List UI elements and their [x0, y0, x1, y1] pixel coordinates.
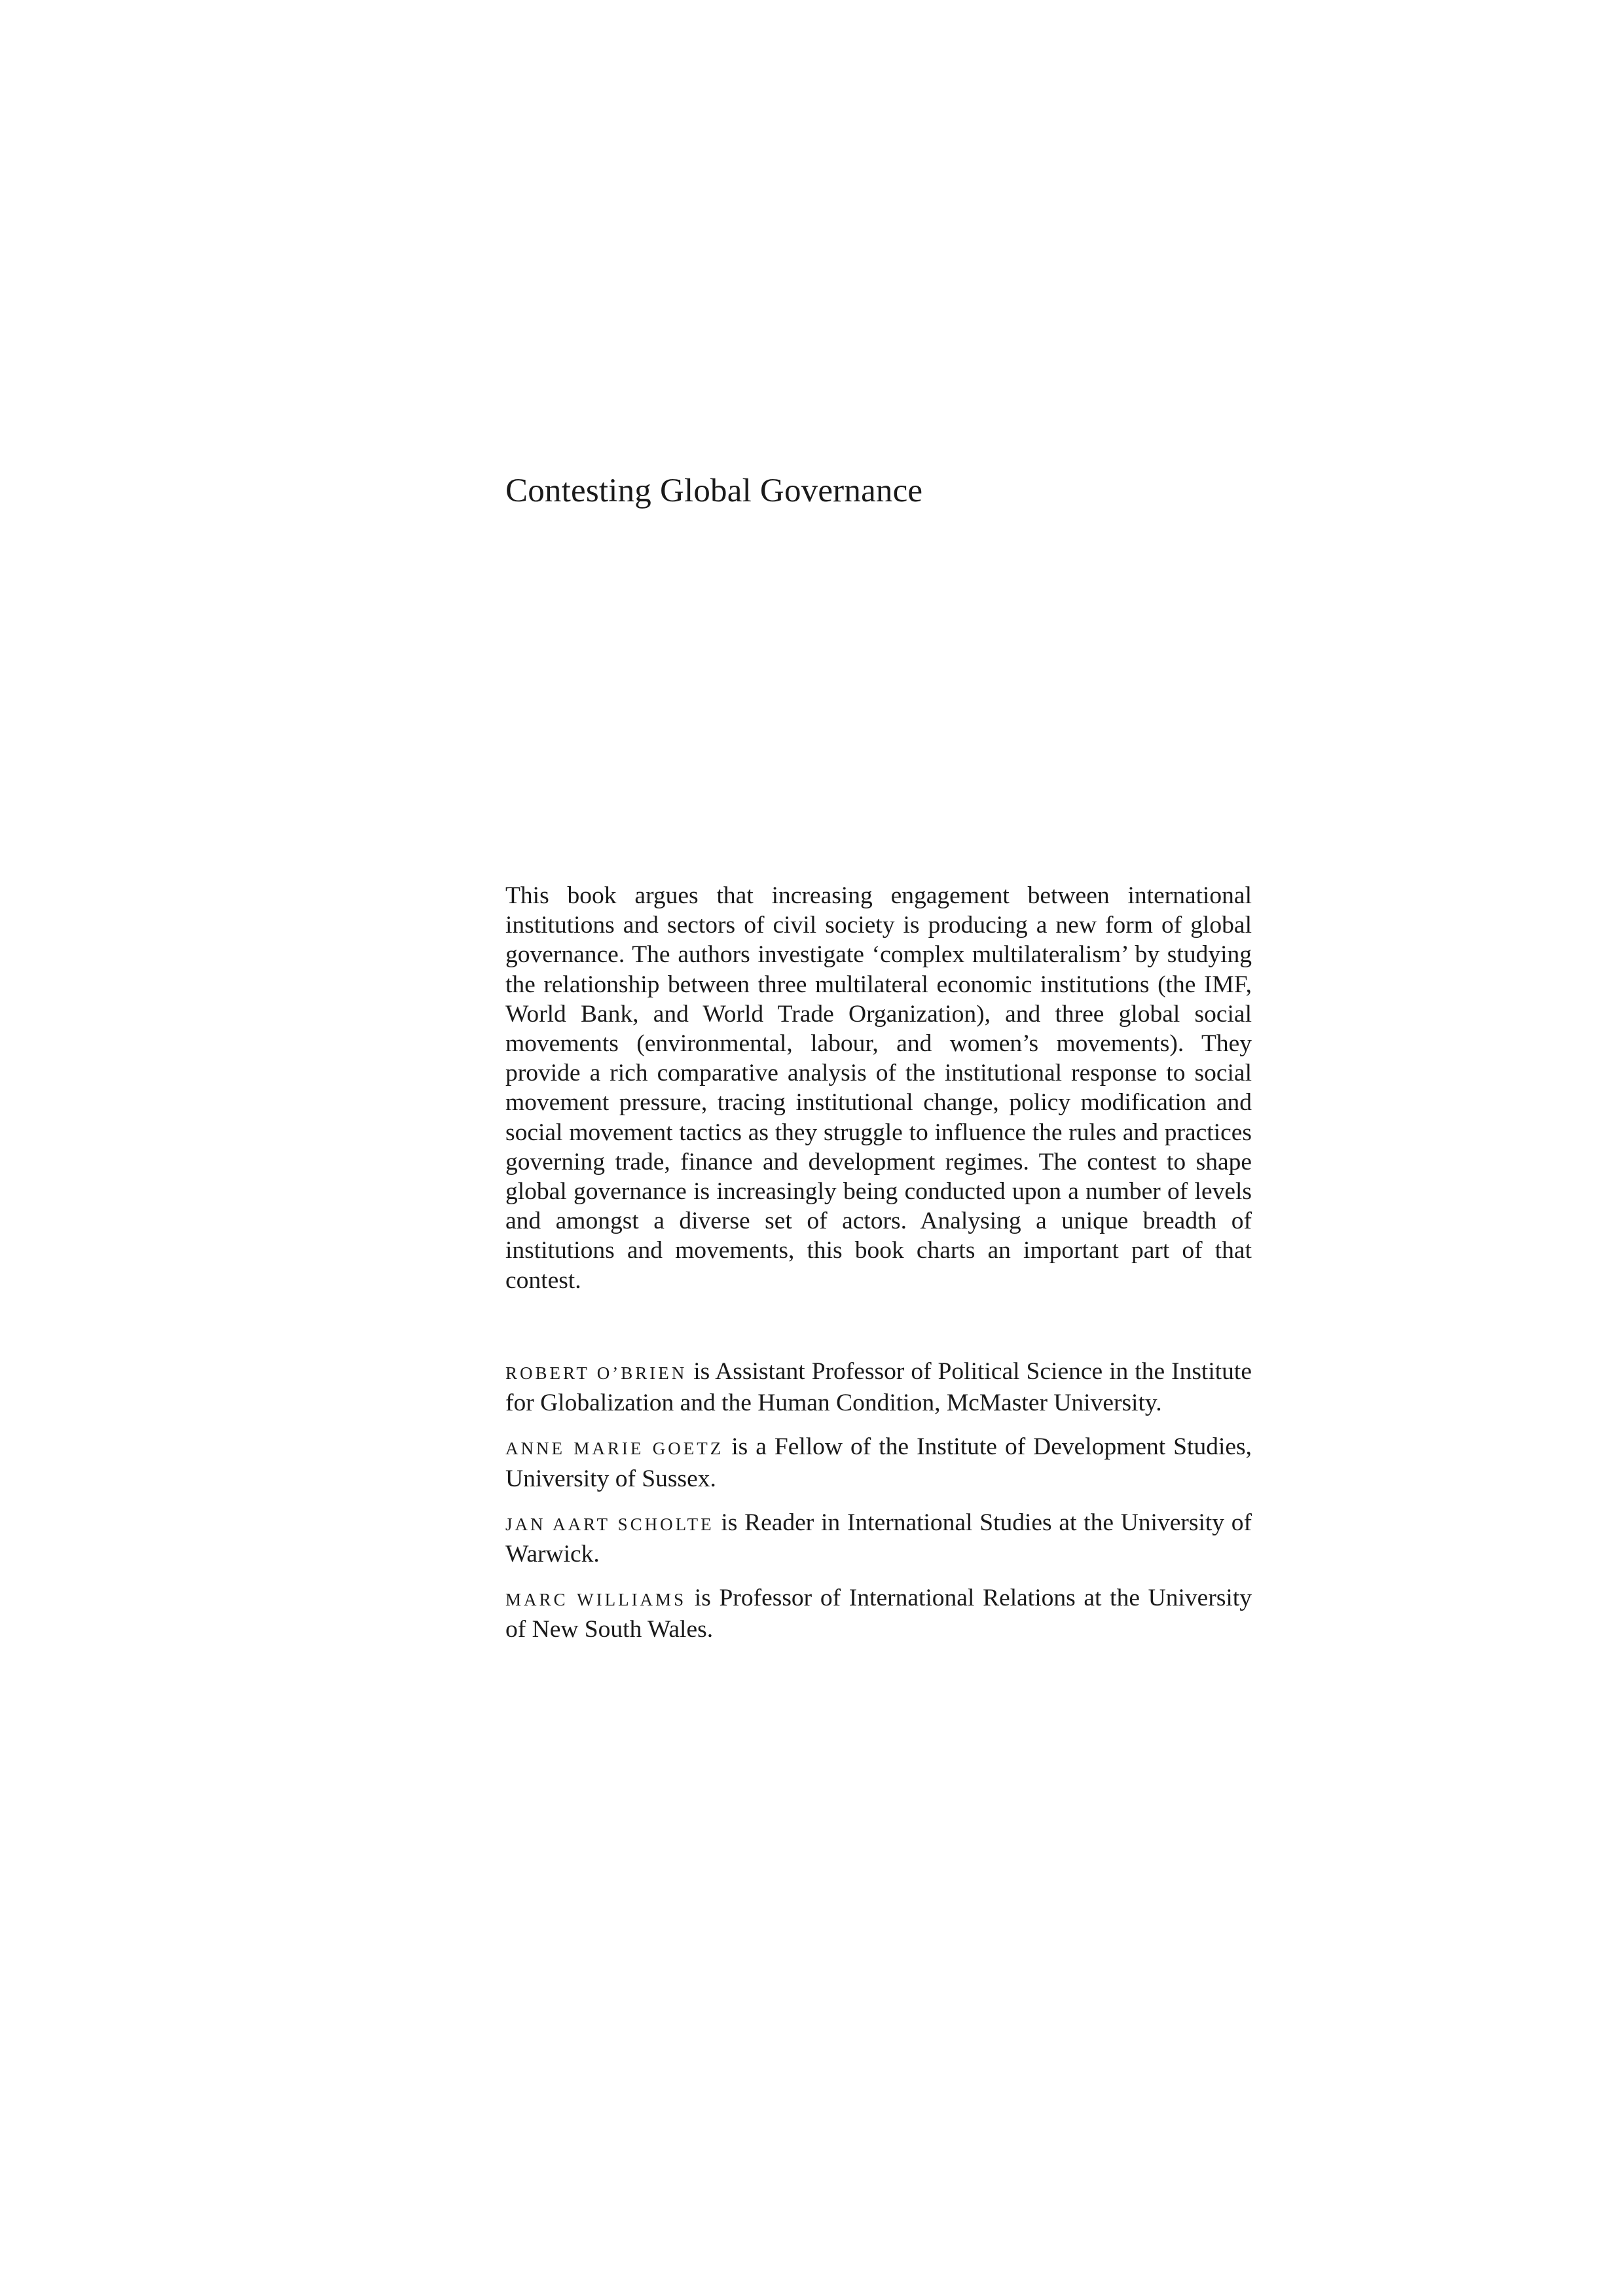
author-name: ROBERT O’BRIEN [505, 1363, 687, 1383]
author-bio-williams [505, 1583, 1252, 1644]
author-name: MARC WILLIAMS [505, 1590, 687, 1610]
author-bio-text: is Assistant Professor of Political Science in the Institute for Globalization and the Human Condition, McMaster University. [505, 1358, 1252, 1417]
author-bio-scholte [505, 1508, 1252, 1569]
author-bio-text: is a Fellow of the Institute of Development Studies, University of Sussex. [505, 1433, 1252, 1492]
author-bio-goetz [505, 1432, 1252, 1493]
author-bios [505, 1357, 1252, 1659]
author-bio-obrien [505, 1357, 1252, 1418]
book-title: Contesting Global Governance [505, 473, 923, 509]
author-name: ANNE MARIE GOETZ [505, 1439, 724, 1459]
author-bio-text: is Professor of International Relations at the University of New South Wales. [505, 1585, 1252, 1643]
author-name: JAN AART SCHOLTE [505, 1514, 714, 1534]
book-description: This book argues that increasing engagement between international institutions and sectors of civil society is producing a new form of global governance. The authors investigate ‘complex multilateralism’ by studying the relationship between three multilateral economic institutions (the IMF, World Bank, and World Trade Organization), and three global social movements (environmental, labour, and women’s movements). They provide a rich comparative analysis of the institutional response to social movement pressure, tracing institutional change, policy modification and social movement tactics as they struggle to influence the rules and practices governing trade, finance and development regimes. The contest to shape global governance is increasingly being conducted upon a number of levels and amongst a diverse set of actors. Analysing a unique breadth of institutions and movements, this book charts an important part of that contest. [505, 882, 1252, 1294]
author-bio-text: is Reader in International Studies at the University of Warwick. [505, 1509, 1252, 1568]
